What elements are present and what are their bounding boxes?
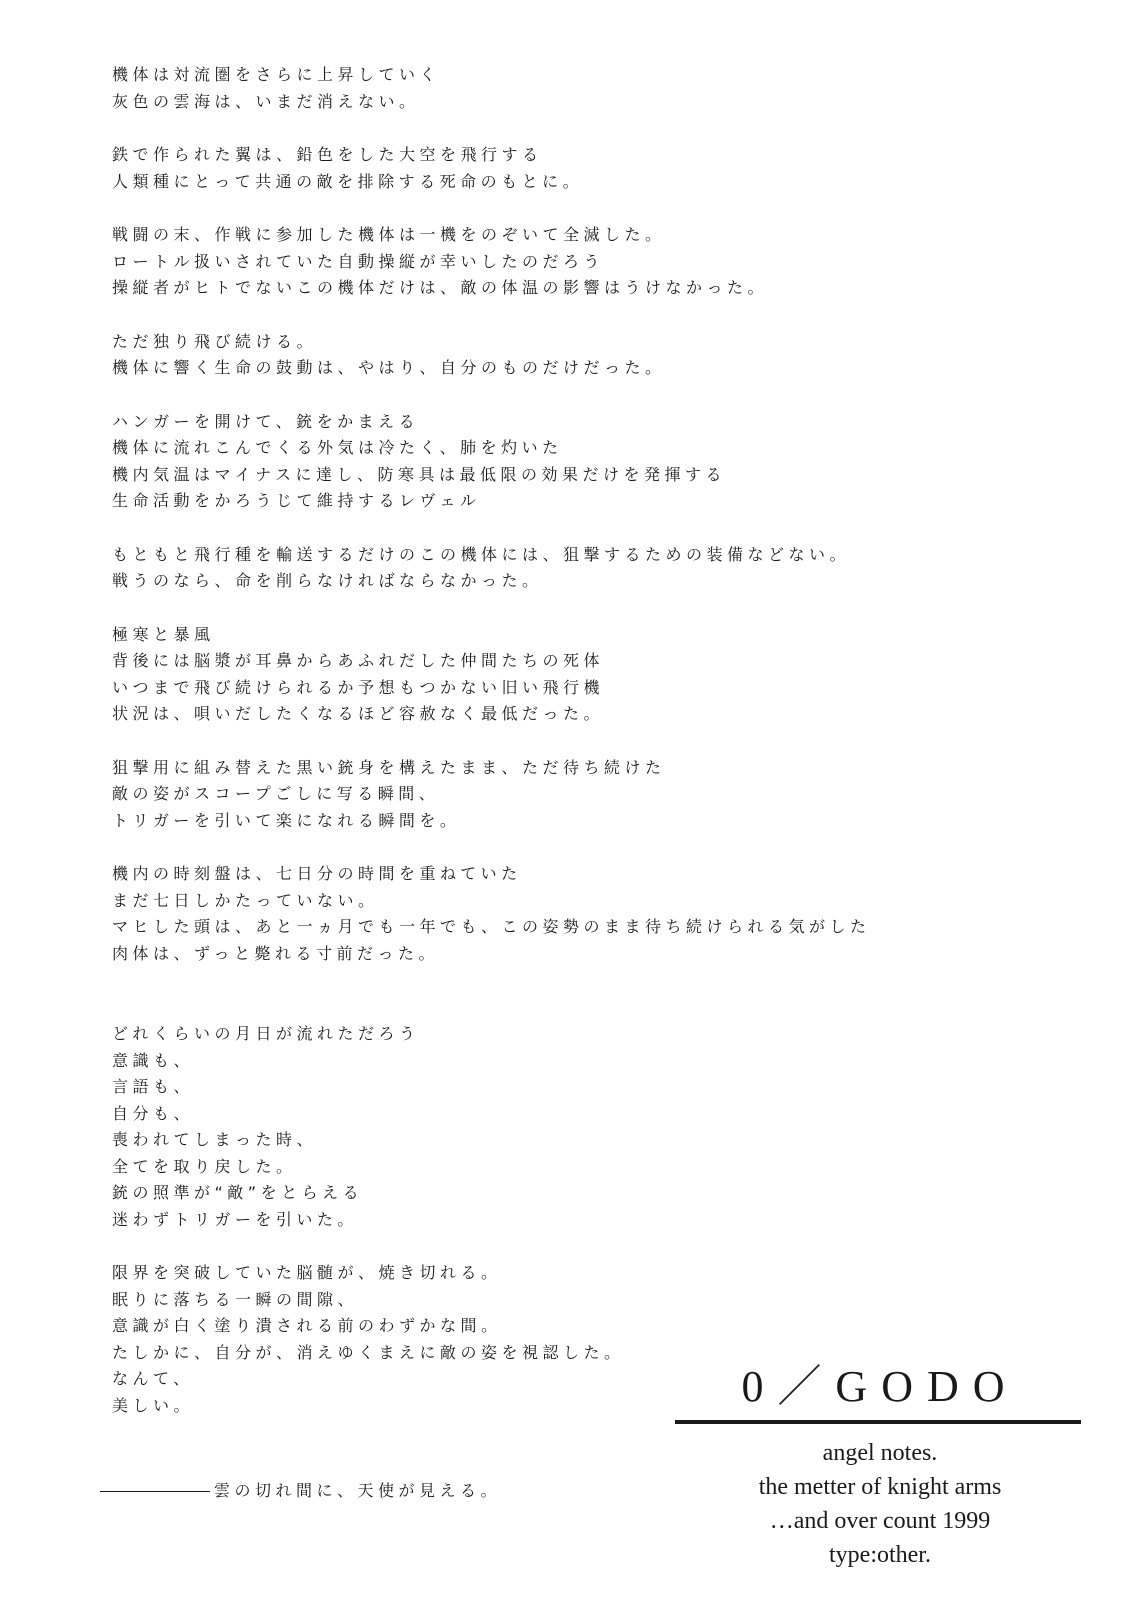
poem-line: 限界を突破していた脳髄が、焼き切れる。 (112, 1263, 502, 1282)
stanza (112, 755, 992, 835)
poem-line: 自分も、 (112, 1103, 195, 1123)
poem-line: ただ独り飛び続ける。 (112, 331, 318, 351)
poem-line: 銃の照準が“敵”をとらえる (112, 1183, 364, 1202)
poem-line: 機体は対流圏をさらに上昇していく (112, 65, 441, 84)
poem-line: 背後には脳漿が耳鼻からあふれだした仲間たちの死体 (112, 651, 605, 670)
poem-line: 意識が白く塗り潰される前のわずかな間。 (112, 1316, 502, 1335)
poem-line: ハンガーを開けて、銃をかまえる (112, 411, 420, 431)
poem-line: 敵の姿がスコープごしに写る瞬間、 (112, 784, 440, 803)
stanza (112, 62, 992, 115)
stanza (112, 622, 992, 728)
colophon-line: the metter of knight arms (758, 1474, 1002, 1500)
dash-rule (100, 1491, 210, 1492)
stanza (112, 542, 992, 595)
closing-text: 雲の切れ間に、天使が見える。 (214, 1481, 502, 1500)
colophon (675, 1360, 1085, 1572)
poem-line: トリガーを引いて楽になれる瞬間を。 (112, 810, 461, 830)
poem-line: 灰色の雲海は、いまだ消えない。 (112, 91, 420, 111)
poem-line: まだ七日しかたっていない。 (112, 890, 379, 910)
poem-line: マヒした頭は、あと一ヵ月でも一年でも、この姿勢のまま待ち続けられる気がした (112, 917, 871, 936)
colophon-line: type:other. (829, 1542, 931, 1568)
poem-line: なんて、 (112, 1369, 194, 1388)
colophon-line: …and over count 1999 (769, 1508, 991, 1534)
poem-line: 喪われてしまった時、 (112, 1130, 318, 1149)
poem-line: 戦闘の末、作戦に参加した機体は一機をのぞいて全滅した。 (112, 225, 666, 244)
poem-line: ロートル扱いされていた自動操縦が幸いしたのだろう (112, 251, 605, 271)
stanza (112, 861, 992, 967)
poem-line: 迷わずトリガーを引いた。 (112, 1209, 358, 1229)
poem-line: 機体に響く生命の鼓動は、やはり、自分のものだけだった。 (112, 358, 666, 377)
poem-line: 人類種にとって共通の敵を排除する死命のもとに。 (112, 171, 584, 191)
poem-line: 眠りに落ちる一瞬の間隙、 (112, 1289, 359, 1309)
poem-line: 生命活動をかろうじて維持するレヴェル (112, 491, 481, 510)
poem-body (112, 62, 992, 1446)
stanza (112, 329, 992, 382)
poem-line: もともと飛行種を輸送するだけのこの機体には、狙撃するための装備などない。 (112, 544, 851, 564)
poem-line: 肉体は、ずっと斃れる寸前だった。 (112, 943, 440, 963)
poem-line: 戦うのなら、命を削らなければならなかった。 (112, 571, 543, 590)
poem-line: 全てを取り戻した。 (112, 1156, 297, 1176)
colophon-rule (675, 1420, 1081, 1424)
poem-line: 美しい。 (112, 1395, 195, 1415)
poem-line: 機内気温はマイナスに達し、防寒具は最低限の効果だけを発揮する (112, 464, 727, 484)
poem-line: どれくらいの月日が流れただろう (112, 1024, 420, 1043)
stanza (112, 142, 992, 195)
poem-line: 極寒と暴風 (112, 624, 215, 644)
colophon-title: 0／GODO (741, 1362, 1019, 1411)
poem-line: 言語も、 (112, 1077, 195, 1096)
poem-line: 意識も、 (112, 1050, 195, 1070)
poem-line: 状況は、唄いだしたくなるほど容赦なく最低だった。 (112, 704, 605, 723)
poem-line: たしかに、自分が、消えゆくまえに敵の姿を視認した。 (112, 1342, 625, 1362)
poem-line: いつまで飛び続けられるか予想もつかない旧い飛行機 (112, 677, 605, 697)
poem-line: 機内の時刻盤は、七日分の時間を重ねていた (112, 864, 522, 883)
colophon-line: angel notes. (822, 1440, 938, 1466)
stanza (112, 1021, 992, 1233)
poem-line: 鉄で作られた翼は、鉛色をした大空を飛行する (112, 145, 543, 164)
poem-line: 狙撃用に組み替えた黒い銃身を構えたまま、ただ待ち続けた (112, 757, 666, 777)
stanza (112, 409, 992, 515)
stanza (112, 222, 992, 302)
poem-line: 機体に流れこんでくる外気は冷たく、肺を灼いた (112, 438, 563, 457)
closing-line (100, 1478, 501, 1501)
poem-line: 操縦者がヒトでないこの機体だけは、敵の体温の影響はうけなかった。 (112, 278, 769, 297)
